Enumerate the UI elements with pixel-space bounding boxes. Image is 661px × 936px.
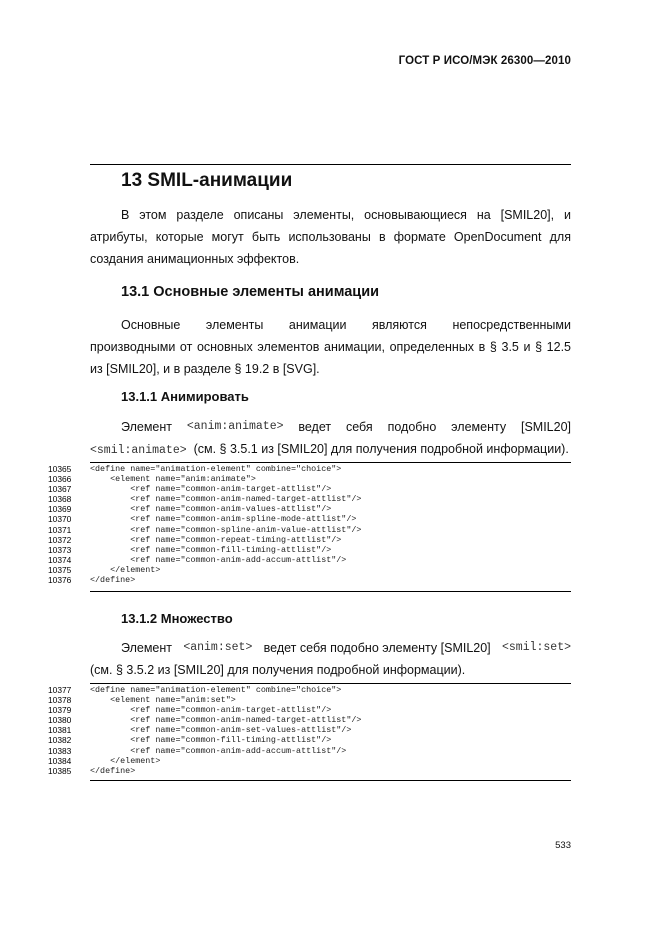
code-line: 10373 <ref name="common-fill-timing-attlist"/>	[48, 544, 332, 555]
animate-description	[90, 416, 571, 462]
code-line: 10385 </define>	[48, 765, 136, 776]
section-top-rule	[90, 164, 571, 165]
set-title: 13.1.2 Множество	[121, 611, 233, 626]
code-line: 10370 <ref name="common-anim-spline-mode-attlist"/>	[48, 514, 357, 525]
page-header: ГОСТ Р ИСО/МЭК 26300—2010	[398, 55, 571, 67]
subsection-intro-text: Основные элементы анимации являются непосредственными производными от основных элементов анимации, определенных в § 3.5 и § 12.5 из [SMIL20], и в разделе § 19.2 в [SVG].	[90, 318, 571, 376]
subsection-title: 13.1 Основные элементы анимации	[121, 284, 380, 300]
code-line: 10369 <ref name="common-anim-values-attlist"/>	[48, 504, 332, 515]
code-line: 10368 <ref name="common-anim-named-target-attlist"/>	[48, 494, 362, 505]
code-line: 10380 <ref name="common-anim-named-target-attlist"/>	[48, 715, 362, 726]
section-title: 13 SMIL-анимации	[121, 170, 293, 191]
page-number: 533	[555, 840, 571, 851]
code-line: 10376 </define>	[48, 575, 136, 586]
animate-line-2-text: (см. § 3.5.1 из [SMIL20] для получения подробной информации).	[193, 442, 569, 456]
code-line: 10381 <ref name="common-anim-set-values-attlist"/>	[48, 725, 352, 736]
smil-animate-code: <smil:animate>	[90, 444, 187, 457]
code-line: 10384 </element>	[48, 755, 161, 766]
animate-line-2	[90, 438, 571, 462]
code-rule-bottom	[90, 591, 571, 592]
word: Элемент	[121, 641, 172, 655]
word: подобно	[387, 420, 437, 434]
set-line-1	[90, 637, 571, 659]
code-rule-top	[90, 683, 571, 684]
smil-set-code: <smil:set>	[501, 641, 571, 654]
animate-title: 13.1.1 Анимировать	[121, 389, 249, 404]
code-line: 10379 <ref name="common-anim-target-attlist"/>	[48, 705, 332, 716]
section-intro	[90, 204, 571, 270]
code-line: 10371 <ref name="common-spline-anim-value-attlist"/>	[48, 524, 362, 535]
animate-line-1	[90, 416, 571, 438]
set-description	[90, 637, 571, 681]
code-line: 10367 <ref name="common-anim-target-attlist"/>	[48, 484, 332, 495]
anim-set-code: <anim:set>	[183, 641, 253, 654]
word: Элемент	[121, 420, 172, 434]
code-line: 10377 <define name="animation-element" combine="choice">	[48, 685, 342, 695]
code-line: 10372 <ref name="common-repeat-timing-attlist"/>	[48, 534, 342, 545]
code-rule-bottom	[90, 780, 571, 781]
code-line: 10374 <ref name="common-anim-add-accum-attlist"/>	[48, 554, 347, 565]
code-line: 10382 <ref name="common-fill-timing-attlist"/>	[48, 735, 332, 746]
code-line: 10383 <ref name="common-anim-add-accum-attlist"/>	[48, 745, 347, 756]
anim-animate-code: <anim:animate>	[186, 420, 284, 433]
word: элементу	[451, 420, 507, 434]
animate-code-block	[48, 464, 361, 585]
code-rule-top	[90, 462, 571, 463]
subsection-intro	[90, 314, 571, 380]
code-line: 10365 <define name="animation-element" combine="choice">	[48, 464, 342, 474]
word: себя	[345, 420, 373, 434]
word: [SMIL20]	[520, 420, 571, 434]
set-code-block	[48, 685, 361, 776]
code-line: 10375 </element>	[48, 564, 161, 575]
code-line: 10366 <element name="anim:animate">	[48, 474, 256, 485]
words: ведет себя подобно элементу [SMIL20]	[263, 641, 491, 655]
code-line: 10378 <element name="anim:set">	[48, 695, 236, 706]
section-intro-text: В этом разделе описаны элементы, основывающиеся на [SMIL20], и атрибуты, которые могут быть использованы в формате OpenDocument для создания анимационных эффектов.	[90, 208, 571, 266]
word: ведет	[298, 420, 332, 434]
set-line-2: (см. § 3.5.2 из [SMIL20] для получения подробной информации).	[90, 663, 466, 677]
